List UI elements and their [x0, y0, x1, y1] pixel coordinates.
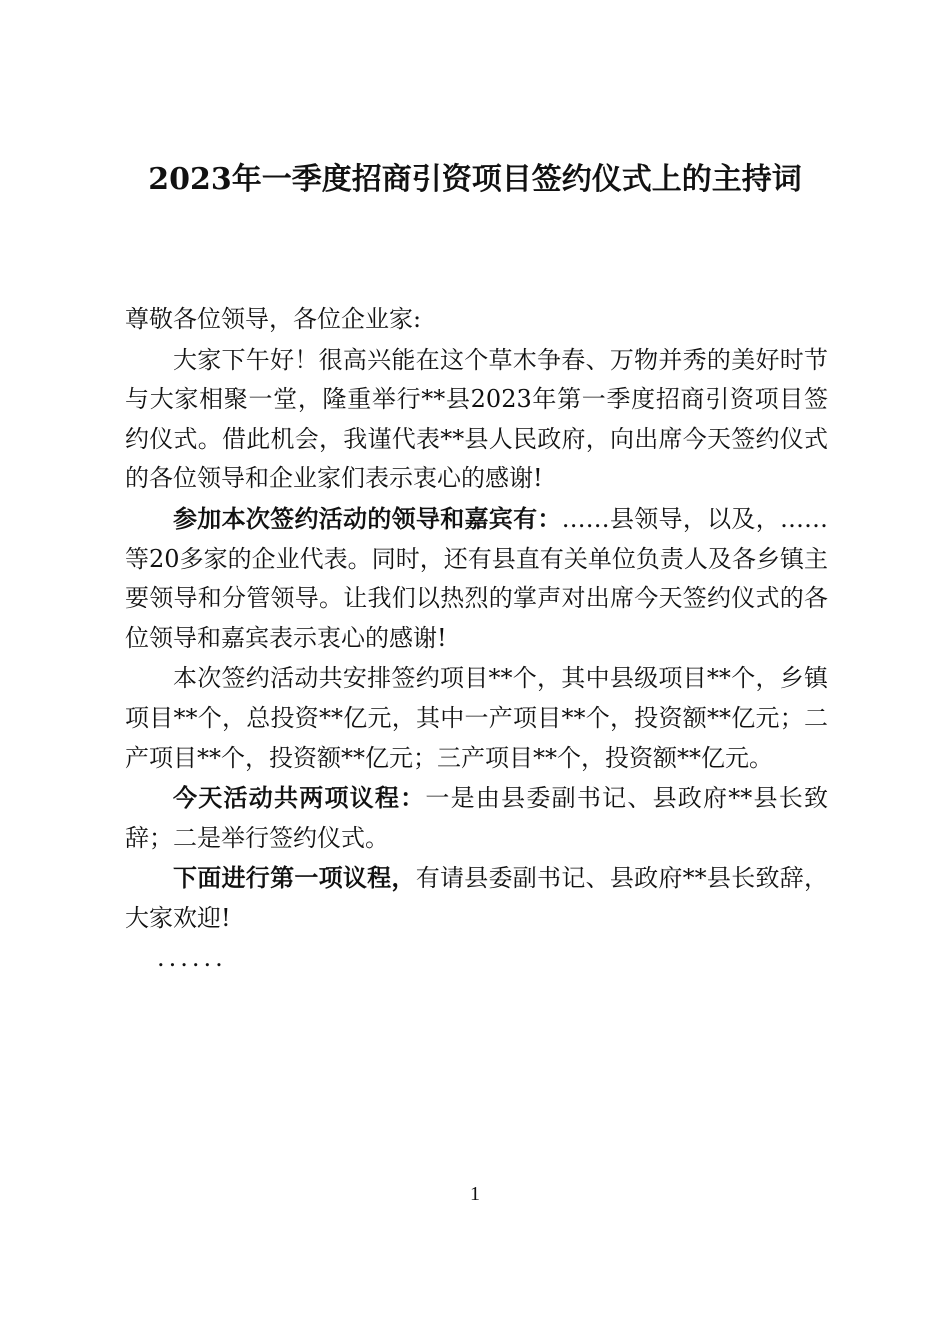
- paragraph-lead: 今天活动共两项议程：: [173, 783, 426, 813]
- paragraph-text: 大家下午好！很高兴能在这个草木争春、万物并秀的美好时节与大家相聚一堂，隆重举行**县2023年第一季度招商引资项目签约仪式。借此机会，我谨代表**县人民政府，向出席今天签约仪式的各位领导和企业家们表示衷心的感谢!: [125, 345, 828, 493]
- paragraph-lead: 下面进行第一项议程，: [173, 863, 416, 893]
- paragraph-guests: [125, 499, 828, 658]
- paragraph-lead: 参加本次签约活动的领导和嘉宾有：: [173, 503, 562, 533]
- paragraph-text: 本次签约活动共安排签约项目**个，其中县级项目**个，乡镇项目**个，总投资**亿元，其中一产项目**个，投资额**亿元；二产项目**个，投资额**亿元；三产项目**个，投资额**亿元。: [125, 664, 828, 772]
- paragraph-text: ……县领导，以及，……等20多家的企业代表。同时，还有县直有关单位负责人及各乡镇主要领导和分管领导。让我们以热烈的掌声对出席今天签约仪式的各位领导和嘉宾表示衷心的感谢!: [125, 504, 829, 652]
- paragraph-greeting: [125, 340, 828, 499]
- page-number: 1: [470, 1183, 480, 1205]
- paragraph-agenda: [125, 778, 828, 858]
- document-title: 2023年一季度招商引资项目签约仪式上的主持词: [148, 162, 802, 197]
- ellipsis: ......: [157, 943, 227, 972]
- paragraph-text: 一是由县委副书记、县政府**县长致辞；二是举行签约仪式。: [125, 784, 829, 852]
- paragraph-first-agenda: [125, 858, 828, 938]
- salutation: 尊敬各位领导，各位企业家:: [125, 305, 422, 333]
- paragraph-text: 有请县委副书记、县政府**县长致辞，大家欢迎!: [125, 864, 829, 932]
- document-body: [125, 300, 828, 978]
- paragraph-projects: [125, 658, 828, 778]
